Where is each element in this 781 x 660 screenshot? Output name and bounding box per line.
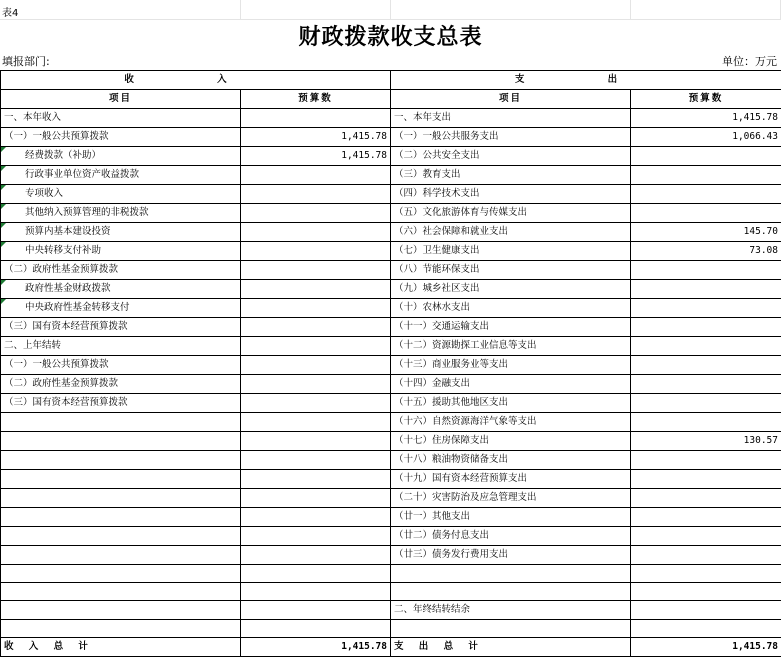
table-row (1, 394, 781, 413)
expense-total-value[interactable]: 1,415.78 (631, 638, 781, 657)
income-total-label[interactable]: 收 入 总 计 (1, 638, 241, 657)
expense-budget-cell[interactable] (631, 261, 781, 280)
cell-comment-marker-icon (1, 299, 6, 304)
income-item-cell[interactable]: 一、本年收入 (1, 109, 241, 128)
expense-item-cell[interactable]: （十六）自然资源海洋气象等支出 (391, 413, 631, 432)
expense-budget-cell[interactable] (631, 299, 781, 318)
table-row (1, 489, 781, 508)
expense-budget-cell[interactable] (631, 583, 781, 601)
income-budget-cell[interactable] (241, 356, 391, 375)
expense-item-cell[interactable]: （十九）国有资本经营预算支出 (391, 470, 631, 489)
income-budget-cell[interactable] (241, 508, 391, 527)
budget-table (0, 70, 781, 657)
income-budget-cell[interactable] (241, 583, 391, 601)
expense-budget-cell[interactable]: 145.70 (631, 223, 781, 242)
table-row (1, 583, 781, 601)
expense-item-cell[interactable]: （六）社会保障和就业支出 (391, 223, 631, 242)
income-section-header[interactable]: 收 入 (1, 71, 391, 90)
income-item-cell[interactable]: （三）国有资本经营预算拨款 (1, 394, 241, 413)
table-row (1, 299, 781, 318)
income-budget-cell[interactable] (241, 242, 391, 261)
fill-dept-label: 填报部门: (2, 55, 50, 68)
totals-row (1, 638, 781, 657)
expense-item-cell[interactable]: （五）文化旅游体育与传媒支出 (391, 204, 631, 223)
income-budget-cell[interactable] (241, 527, 391, 546)
table-row (1, 223, 781, 242)
income-item-cell[interactable] (1, 451, 241, 470)
income-budget-cell[interactable] (241, 489, 391, 508)
expense-budget-cell[interactable] (631, 565, 781, 583)
expense-item-cell[interactable]: （十五）援助其他地区支出 (391, 394, 631, 413)
income-item-cell[interactable]: 预算内基本建设投资 (1, 223, 241, 242)
expense-budget-cell[interactable] (631, 451, 781, 470)
table-row (1, 318, 781, 337)
table-row (1, 470, 781, 489)
income-budget-cell[interactable] (241, 451, 391, 470)
income-budget-cell[interactable] (241, 565, 391, 583)
expense-budget-cell[interactable] (631, 337, 781, 356)
table-row (1, 109, 781, 128)
cell-comment-marker-icon (1, 242, 6, 247)
expense-budget-cell[interactable]: 1,415.78 (631, 109, 781, 128)
expense-item-cell[interactable]: （七）卫生健康支出 (391, 242, 631, 261)
expense-budget-cell[interactable] (631, 375, 781, 394)
income-budget-cell[interactable] (241, 546, 391, 565)
table-row (1, 128, 781, 147)
table-row (1, 546, 781, 565)
income-item-cell[interactable]: 其他纳入预算管理的非税拨款 (1, 204, 241, 223)
income-item-cell[interactable]: 中央政府性基金转移支付 (1, 299, 241, 318)
income-item-cell[interactable] (1, 489, 241, 508)
expense-item-cell[interactable]: （十七）住房保障支出 (391, 432, 631, 451)
income-budget-cell[interactable] (241, 470, 391, 489)
table-row (1, 280, 781, 299)
expense-budget-cell[interactable] (631, 185, 781, 204)
expense-item-cell[interactable]: （廿三）债务发行费用支出 (391, 546, 631, 565)
expense-total-label[interactable]: 支 出 总 计 (391, 638, 631, 657)
expense-item-header[interactable]: 项目 (391, 90, 631, 109)
table-row (1, 204, 781, 223)
expense-item-cell[interactable]: （十四）金融支出 (391, 375, 631, 394)
table-row (1, 356, 781, 375)
expense-budget-cell[interactable] (631, 413, 781, 432)
expense-budget-cell[interactable] (631, 147, 781, 166)
table-row (1, 565, 781, 583)
table-row (1, 242, 781, 261)
table-row (1, 413, 781, 432)
sheet-tag: 表4 (2, 8, 19, 19)
income-budget-cell[interactable] (241, 375, 391, 394)
income-item-cell[interactable] (1, 583, 241, 601)
cell-comment-marker-icon (1, 185, 6, 190)
income-item-cell[interactable] (1, 565, 241, 583)
expense-budget-cell[interactable] (631, 318, 781, 337)
expense-item-cell[interactable] (391, 620, 631, 638)
expense-item-cell[interactable]: （十八）粮油物资储备支出 (391, 451, 631, 470)
budget-table-body (1, 71, 781, 657)
expense-item-cell[interactable]: （八）节能环保支出 (391, 261, 631, 280)
income-item-cell[interactable]: 中央转移支付补助 (1, 242, 241, 261)
expense-item-cell[interactable]: （廿二）债务付息支出 (391, 527, 631, 546)
cell-d1[interactable] (630, 0, 781, 20)
table-row (1, 261, 781, 280)
cell-comment-marker-icon (1, 280, 6, 285)
expense-item-cell[interactable]: （十二）资源勘探工业信息等支出 (391, 337, 631, 356)
expense-budget-cell[interactable] (631, 546, 781, 565)
income-total-value[interactable]: 1,415.78 (241, 638, 391, 657)
sub-header-row (0, 52, 781, 70)
expense-budget-cell[interactable] (631, 470, 781, 489)
income-budget-cell[interactable] (241, 299, 391, 318)
income-item-cell[interactable]: 政府性基金财政拨款 (1, 280, 241, 299)
unit-label: 单位：万元 (722, 55, 777, 68)
income-budget-cell[interactable] (241, 620, 391, 638)
income-budget-cell[interactable] (241, 432, 391, 451)
income-item-cell[interactable]: 二、上年结转 (1, 337, 241, 356)
income-item-cell[interactable]: （一）一般公共预算拨款 (1, 128, 241, 147)
expense-item-cell[interactable]: （九）城乡社区支出 (391, 280, 631, 299)
column-header-row (1, 90, 781, 109)
income-item-cell[interactable] (1, 470, 241, 489)
cell-b1[interactable] (240, 0, 391, 20)
table-row (1, 527, 781, 546)
income-budget-cell[interactable] (241, 109, 391, 128)
expense-budget-cell[interactable] (631, 489, 781, 508)
income-budget-cell[interactable] (241, 318, 391, 337)
income-budget-header[interactable]: 预算数 (241, 90, 391, 109)
expense-budget-cell[interactable] (631, 527, 781, 546)
cell-comment-marker-icon (1, 166, 6, 171)
expense-budget-cell[interactable] (631, 508, 781, 527)
income-budget-cell[interactable] (241, 261, 391, 280)
expense-budget-cell[interactable]: 1,066.43 (631, 128, 781, 147)
page-title: 财政拨款收支总表 (298, 24, 483, 50)
expense-budget-header[interactable]: 预算数 (631, 90, 781, 109)
expense-section-header[interactable]: 支 出 (391, 71, 781, 90)
table-row (1, 432, 781, 451)
table-row (1, 375, 781, 394)
income-item-cell[interactable]: 行政事业单位资产收益拨款 (1, 166, 241, 185)
expense-item-cell[interactable]: （廿一）其他支出 (391, 508, 631, 527)
income-item-cell[interactable] (1, 508, 241, 527)
sheet-top-row (0, 0, 781, 20)
cell-comment-marker-icon (1, 223, 6, 228)
income-budget-cell[interactable] (241, 394, 391, 413)
expense-item-cell[interactable]: （二）公共安全支出 (391, 147, 631, 166)
income-budget-cell[interactable] (241, 223, 391, 242)
expense-item-cell[interactable]: （三）教育支出 (391, 166, 631, 185)
income-budget-cell[interactable] (241, 204, 391, 223)
income-item-cell[interactable] (1, 601, 241, 620)
expense-item-cell[interactable] (391, 583, 631, 601)
income-item-cell[interactable] (1, 620, 241, 638)
table-row (1, 601, 781, 620)
income-budget-cell[interactable] (241, 280, 391, 299)
expense-budget-cell[interactable] (631, 166, 781, 185)
expense-budget-cell[interactable] (631, 601, 781, 620)
expense-budget-cell[interactable] (631, 620, 781, 638)
expense-item-cell[interactable] (391, 565, 631, 583)
income-budget-cell[interactable]: 1,415.78 (241, 128, 391, 147)
table-row (1, 620, 781, 638)
income-item-cell[interactable] (1, 432, 241, 451)
income-budget-cell[interactable] (241, 185, 391, 204)
income-item-cell[interactable]: （三）国有资本经营预算拨款 (1, 318, 241, 337)
income-item-header[interactable]: 项目 (1, 90, 241, 109)
expense-item-cell[interactable]: 一、本年支出 (391, 109, 631, 128)
expense-item-cell[interactable]: （二十）灾害防治及应急管理支出 (391, 489, 631, 508)
table-row (1, 337, 781, 356)
income-item-cell[interactable]: （一）一般公共预算拨款 (1, 356, 241, 375)
income-item-cell[interactable] (1, 527, 241, 546)
expense-item-cell[interactable]: （十一）交通运输支出 (391, 318, 631, 337)
expense-budget-cell[interactable] (631, 280, 781, 299)
income-item-cell[interactable]: （二）政府性基金预算拨款 (1, 375, 241, 394)
cell-a1[interactable] (0, 0, 241, 20)
table-row (1, 451, 781, 470)
cell-comment-marker-icon (1, 204, 6, 209)
income-budget-cell[interactable] (241, 601, 391, 620)
cell-comment-marker-icon (1, 147, 6, 152)
table-row (1, 508, 781, 527)
income-budget-cell[interactable] (241, 337, 391, 356)
income-item-cell[interactable] (1, 546, 241, 565)
income-budget-cell[interactable] (241, 413, 391, 432)
expense-item-cell[interactable]: （一）一般公共服务支出 (391, 128, 631, 147)
income-budget-cell[interactable] (241, 166, 391, 185)
table-row (1, 147, 781, 166)
section-header-row (1, 71, 781, 90)
table-row (1, 185, 781, 204)
expense-budget-cell[interactable]: 73.08 (631, 242, 781, 261)
expense-item-cell[interactable]: （十）农林水支出 (391, 299, 631, 318)
income-item-cell[interactable]: 专项收入 (1, 185, 241, 204)
expense-item-cell[interactable]: （四）科学技术支出 (391, 185, 631, 204)
income-item-cell[interactable] (1, 413, 241, 432)
expense-budget-cell[interactable]: 130.57 (631, 432, 781, 451)
expense-budget-cell[interactable] (631, 204, 781, 223)
expense-budget-cell[interactable] (631, 394, 781, 413)
cell-c1[interactable] (390, 0, 631, 20)
income-budget-cell[interactable]: 1,415.78 (241, 147, 391, 166)
expense-budget-cell[interactable] (631, 356, 781, 375)
income-item-cell[interactable]: 经费拨款（补助） (1, 147, 241, 166)
table-row (1, 166, 781, 185)
expense-item-cell[interactable]: （十三）商业服务业等支出 (391, 356, 631, 375)
income-item-cell[interactable]: （二）政府性基金预算拨款 (1, 261, 241, 280)
expense-item-cell[interactable]: 二、年终结转结余 (391, 601, 631, 620)
